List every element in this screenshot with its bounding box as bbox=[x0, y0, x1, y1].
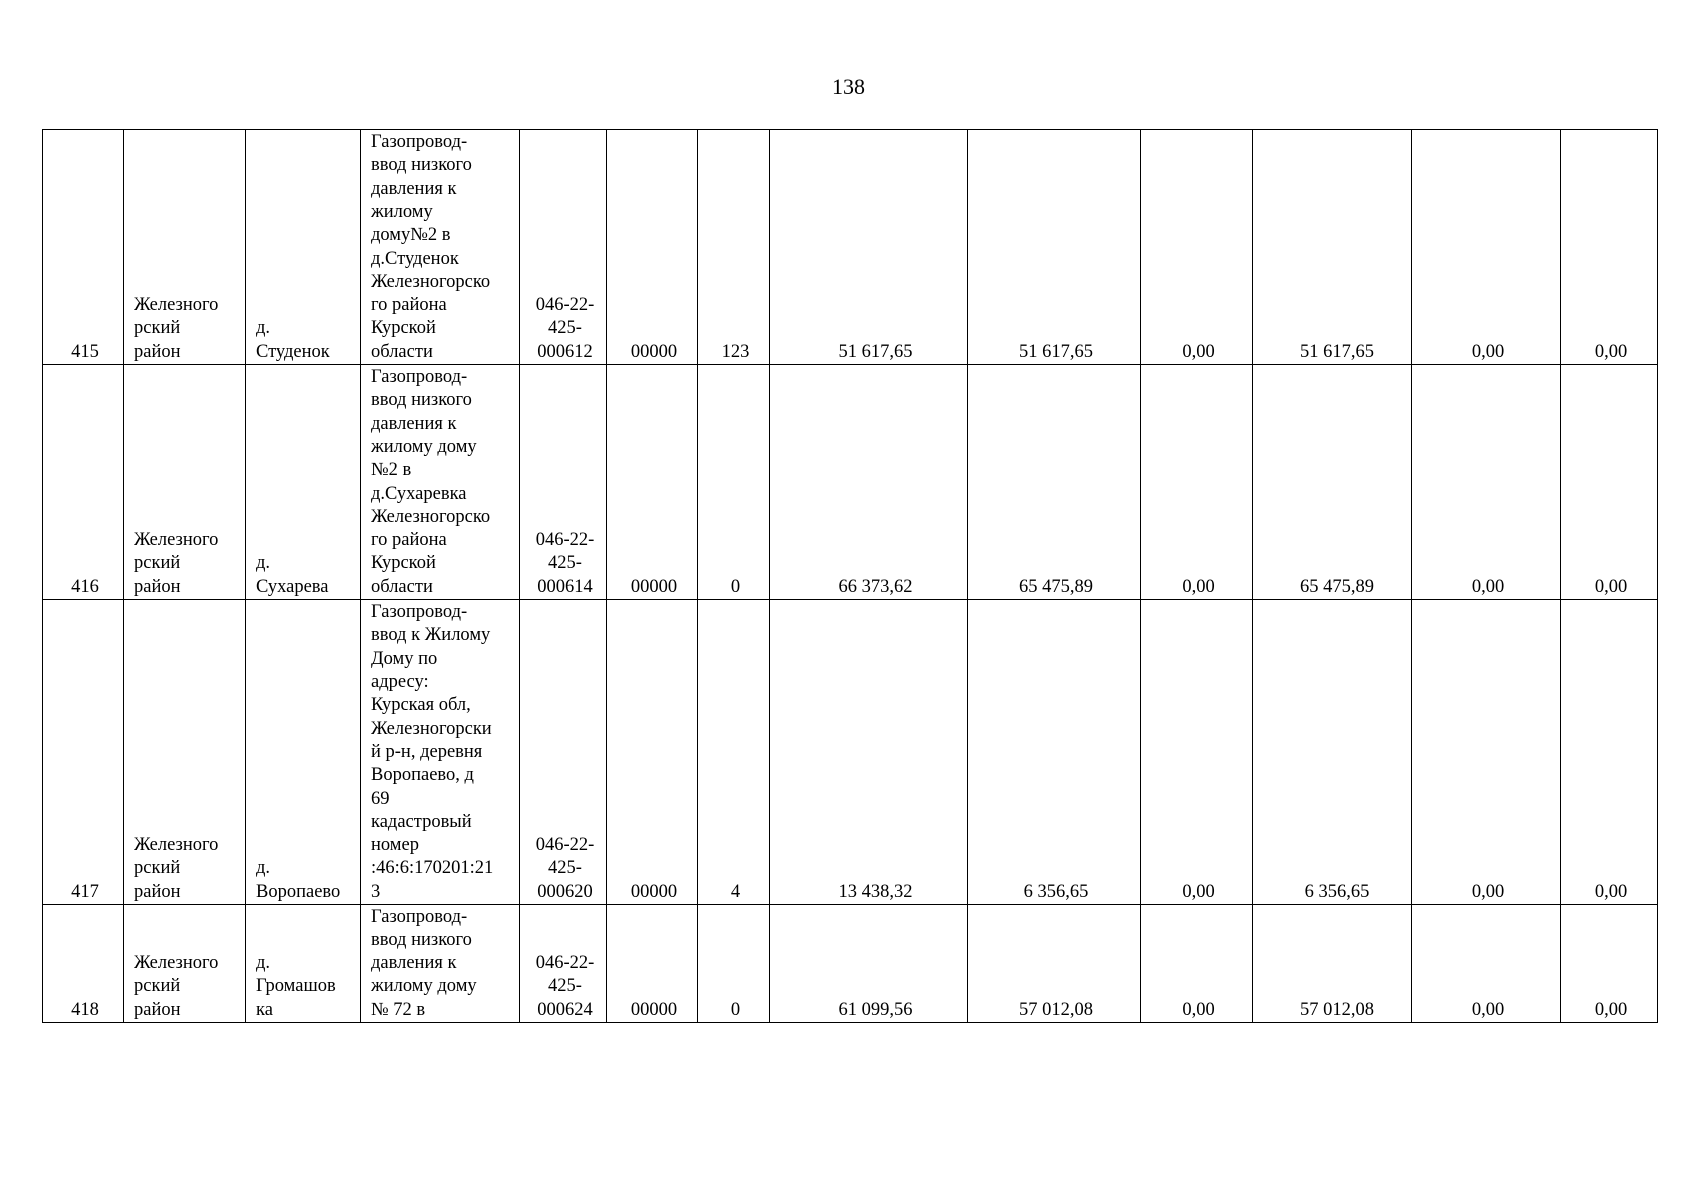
description-text: Газопровод- ввод низкого давления к жилому дому №2 в д.Сухаревка Железногорско го района Курской области bbox=[371, 367, 491, 597]
row-number-cell: 415 bbox=[43, 130, 124, 365]
district-text: Железного рский район bbox=[134, 530, 219, 597]
district-text: Железного рский район bbox=[134, 953, 219, 1020]
amount-cell-6 bbox=[1561, 365, 1658, 600]
amount-value: 0,00 bbox=[1471, 341, 1505, 362]
amount-value: 13 438,32 bbox=[838, 881, 913, 902]
amount-value: 51 617,65 bbox=[1300, 341, 1374, 362]
object-code-text: 046-22- 425- 000620 bbox=[535, 835, 595, 902]
amount-value: 0,00 bbox=[1594, 881, 1628, 902]
object-code-text: 046-22- 425- 000614 bbox=[535, 530, 595, 597]
inventory-cell: 00000 bbox=[607, 365, 698, 600]
quantity-cell: 0 bbox=[698, 905, 770, 1023]
district-text: Железного рский район bbox=[134, 295, 219, 362]
amount-cell-1 bbox=[770, 905, 968, 1023]
description-text: Газопровод- ввод низкого давления к жилому дому № 72 в bbox=[371, 906, 477, 1020]
amount-value: 65 475,89 bbox=[1300, 576, 1374, 597]
amount-cell-4 bbox=[1253, 600, 1412, 905]
amount-cell-6 bbox=[1561, 905, 1658, 1023]
description-cell bbox=[361, 600, 520, 905]
locality-text: д. Воропаево bbox=[256, 858, 341, 902]
amount-cell-1 bbox=[770, 130, 968, 365]
locality-cell bbox=[246, 905, 361, 1023]
amount-cell-3 bbox=[1141, 905, 1253, 1023]
amount-cell-2 bbox=[968, 905, 1141, 1023]
row-number-cell: 417 bbox=[43, 600, 124, 905]
amount-value: 0,00 bbox=[1182, 881, 1215, 902]
object-code-text: 046-22- 425- 000624 bbox=[535, 953, 595, 1020]
quantity-cell: 123 bbox=[698, 130, 770, 365]
district-cell bbox=[124, 130, 246, 365]
amount-cell-5 bbox=[1412, 600, 1561, 905]
amount-cell-4 bbox=[1253, 905, 1412, 1023]
description-text: Газопровод- ввод низкого давления к жилому дому№2 в д.Студенок Железногорско го района Курской области bbox=[371, 132, 491, 362]
object-code-text: 046-22- 425- 000612 bbox=[535, 295, 595, 362]
amount-value: 57 012,08 bbox=[1300, 999, 1374, 1020]
object-code-cell bbox=[520, 365, 607, 600]
amount-cell-1 bbox=[770, 365, 968, 600]
district-cell bbox=[124, 365, 246, 600]
amount-value: 6 356,65 bbox=[1023, 881, 1089, 902]
object-code-cell bbox=[520, 905, 607, 1023]
district-text: Железного рский район bbox=[134, 835, 219, 902]
description-cell bbox=[361, 905, 520, 1023]
locality-cell bbox=[246, 130, 361, 365]
amount-cell-3 bbox=[1141, 365, 1253, 600]
amount-value: 57 012,08 bbox=[1019, 999, 1093, 1020]
object-code-cell bbox=[520, 130, 607, 365]
inventory-cell: 00000 bbox=[607, 905, 698, 1023]
row-number-cell: 416 bbox=[43, 365, 124, 600]
amount-cell-1 bbox=[770, 600, 968, 905]
amount-value: 0,00 bbox=[1471, 576, 1505, 597]
amount-value: 0,00 bbox=[1471, 999, 1505, 1020]
amount-value: 0,00 bbox=[1594, 576, 1628, 597]
amount-value: 51 617,65 bbox=[1019, 341, 1093, 362]
amount-value: 0,00 bbox=[1182, 999, 1215, 1020]
amount-value: 66 373,62 bbox=[838, 576, 913, 597]
amount-value: 65 475,89 bbox=[1019, 576, 1093, 597]
amount-cell-3 bbox=[1141, 600, 1253, 905]
table-row bbox=[43, 365, 1658, 600]
inventory-cell: 00000 bbox=[607, 600, 698, 905]
amount-cell-5 bbox=[1412, 365, 1561, 600]
amount-cell-6 bbox=[1561, 600, 1658, 905]
locality-text: д. Сухарева bbox=[256, 553, 329, 597]
quantity-cell: 0 bbox=[698, 365, 770, 600]
amount-value: 0,00 bbox=[1471, 881, 1505, 902]
amount-value: 0,00 bbox=[1594, 999, 1628, 1020]
registry-table bbox=[42, 129, 1658, 1023]
amount-cell-6 bbox=[1561, 130, 1658, 365]
district-cell bbox=[124, 905, 246, 1023]
locality-text: д. Студенок bbox=[256, 318, 330, 362]
district-cell bbox=[124, 600, 246, 905]
table-row bbox=[43, 905, 1658, 1023]
amount-cell-5 bbox=[1412, 905, 1561, 1023]
amount-value: 0,00 bbox=[1182, 576, 1215, 597]
description-text: Газопровод- ввод к Жилому Дому по адресу: Курская обл, Железногорски й р-н, деревня Воропаево, д 69 кадастровый номер :46:6:170201:21 3 bbox=[371, 602, 494, 902]
amount-value: 0,00 bbox=[1594, 341, 1628, 362]
locality-cell bbox=[246, 600, 361, 905]
locality-text: д. Громашов ка bbox=[256, 953, 336, 1020]
amount-cell-5 bbox=[1412, 130, 1561, 365]
amount-cell-4 bbox=[1253, 365, 1412, 600]
amount-cell-4 bbox=[1253, 130, 1412, 365]
amount-cell-2 bbox=[968, 600, 1141, 905]
page-number: 138 bbox=[832, 74, 865, 99]
amount-cell-2 bbox=[968, 130, 1141, 365]
amount-value: 51 617,65 bbox=[838, 341, 913, 362]
amount-cell-2 bbox=[968, 365, 1141, 600]
amount-value: 6 356,65 bbox=[1304, 881, 1370, 902]
amount-value: 61 099,56 bbox=[838, 999, 913, 1020]
inventory-cell: 00000 bbox=[607, 130, 698, 365]
table-row bbox=[43, 600, 1658, 905]
locality-cell bbox=[246, 365, 361, 600]
description-cell bbox=[361, 365, 520, 600]
row-number-cell: 418 bbox=[43, 905, 124, 1023]
amount-cell-3 bbox=[1141, 130, 1253, 365]
object-code-cell bbox=[520, 600, 607, 905]
amount-value: 0,00 bbox=[1182, 341, 1215, 362]
table-row bbox=[43, 130, 1658, 365]
quantity-cell: 4 bbox=[698, 600, 770, 905]
description-cell bbox=[361, 130, 520, 365]
